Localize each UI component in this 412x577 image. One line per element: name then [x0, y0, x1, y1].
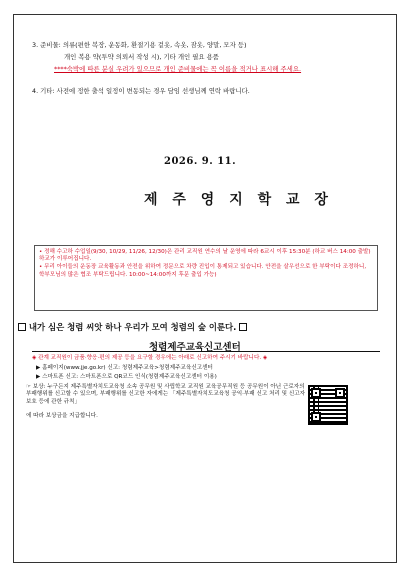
homepage-report-text: ▶ 홈페이지(www.jje.go.kr) 신고: 청렴제주교육>청렴제주교육신고센터 [36, 365, 213, 371]
reward-notice-end: 에 따라 보상금을 지급합니다. [26, 413, 98, 419]
notice-box [34, 245, 378, 311]
qr-finder-icon [335, 388, 345, 398]
smartphone-report: ▶ 스마트폰 신고: 스마트폰으로 QR코드 인식(청렴제주교육신고센터 이용) [36, 374, 217, 380]
item-4-other: 4. 기타: 사전에 정한 출석 일정이 변동되는 경우 담임 선생님께 연락 바랍니다. [32, 87, 250, 95]
report-center-title: 청렴제주교육신고센터 [149, 342, 241, 353]
slogan-text: 내가 심은 청렴 씨앗 하나 우리가 모여 청렴의 숲 이룬다. [28, 322, 237, 332]
school-principal: 제 주 영 지 학 교 장 [144, 192, 333, 208]
document-page [13, 14, 397, 563]
qr-finder-icon [311, 388, 321, 398]
notice-line-1: • 정해 수고하 수업일(9/30, 10/29, 11/26, 12/30)은 관리 교직원 연수의 날 운영에 따라 6교시 이후 15:30분 (하교 버스 14:00 출발) 하교가 이루어집니다. [39, 249, 371, 263]
homepage-report [36, 365, 213, 372]
reward-notice: ☞ 보상: 누구든지 제주특별자치도교육청 소속 공무원 및 사립학교 교직원 교육공무직원 등 공무원이 아닌 근로자의 부패행위를 신고할 수 있으며, 부패행위를 신고한 자에게는 「제주특별자치도교육청 공익·부패 신고 처리 및 신고자 보호 등에 관한 규칙」 [26, 384, 306, 405]
report-intro: ◈ 관계 교직원이 금품·향응·편의 제공 등을 요구할 경우에는 아래로 신고하여 주시기 바랍니다. ◈ [32, 355, 268, 361]
item-3-supplies: 3. 준비물: 의류(편한 복장, 운동화, 환절기용 겉옷, 속옷, 잠옷, 양말, 모자 등) [32, 41, 247, 49]
item-3-supplies-cont: 개인 복용 약(투약 의뢰서 작성 시), 기타 개인 필요 용품 [64, 53, 219, 61]
qr-code-icon[interactable] [308, 385, 348, 425]
letter-date: 2026. 9. 11. [164, 156, 237, 167]
square-bullet-icon [18, 323, 26, 331]
qr-finder-icon [311, 412, 321, 422]
divider [32, 351, 380, 352]
item-3-warning: ****숙박에 따른 분실 우려가 있으므로 개인 준비물에는 꼭 이름을 적거나 표시해 주세요. [54, 65, 302, 73]
notice-line-2: • 무리 아이들의 운동장 교육활동과 안전을 위하여 정문으로 차량 진입이 통제되고 있습니다. 안전을 살우선으로 한 부탁이다 조정하니, 학부모님의 많은 협조 부탁드립니다. 10:00~14:00까지 후문 출입 가능) [39, 264, 367, 278]
integrity-slogan [18, 321, 247, 333]
square-bullet-icon [239, 323, 247, 331]
